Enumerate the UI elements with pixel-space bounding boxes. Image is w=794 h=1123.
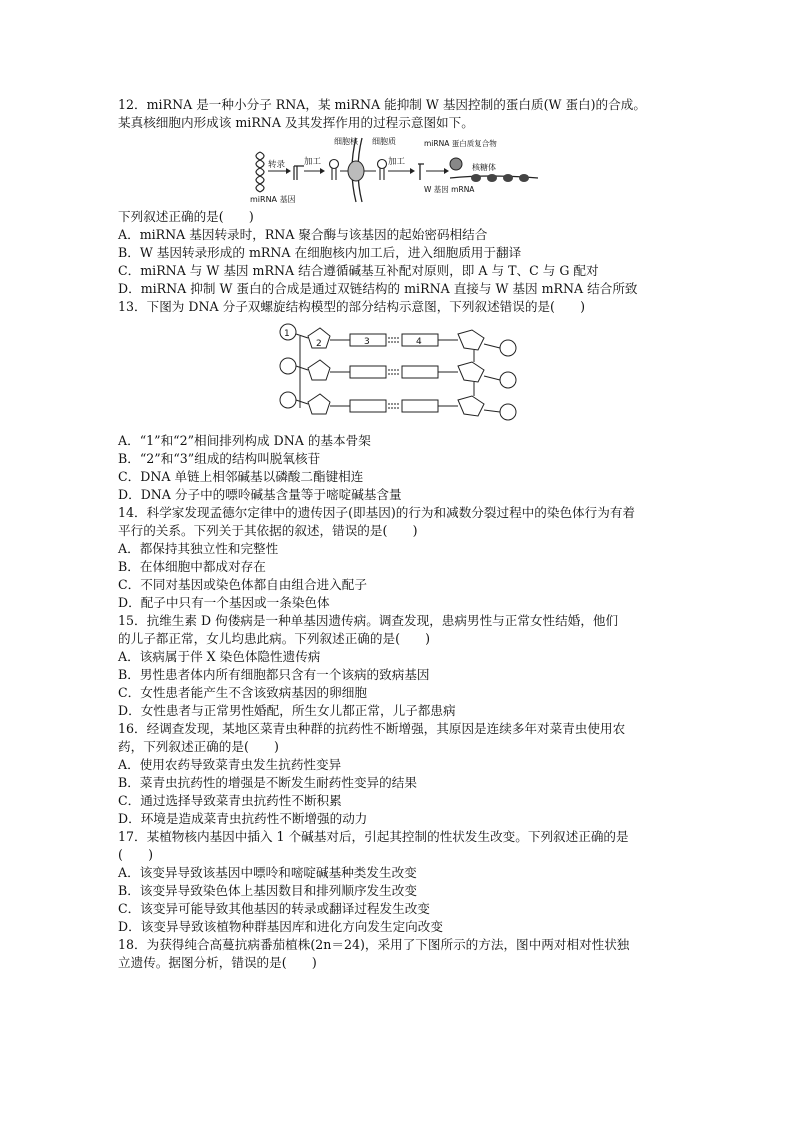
q15-stem-line-1: 15．抗维生素 D 佝偻病是一种单基因遗传病。调查发现，患病男性与正常女性结婚，他们	[118, 613, 619, 628]
q18-stem-line-2: 立遗传。据图分析，错误的是( )	[118, 955, 317, 970]
q17-option-c: C．该变异可能导致其他基因的转录或翻译过程发生改变	[118, 901, 430, 916]
fig-processing2-label: 加工	[388, 157, 406, 167]
q18-stem-line-1: 18．为获得纯合高蔓抗病番茄植株(2n＝24)，采用了下图所示的方法，图中两对相对性状独	[118, 937, 630, 952]
q15-option-d: D．女性患者与正常男性婚配，所生女儿都正常，儿子都患病	[118, 703, 456, 718]
q14-option-b: B．在体细胞中都成对存在	[118, 559, 266, 574]
fig-label-1: 1	[284, 329, 290, 339]
q12-option-d: D．miRNA 抑制 W 蛋白的合成是通过双链结构的 miRNA 直接与 W 基因 mRNA 结合所致	[118, 281, 638, 296]
fig-nucleus-label: 细胞核	[334, 137, 358, 146]
q12-option-b: B．W 基因转录形成的 mRNA 在细胞核内加工后，进入细胞质用于翻译	[118, 245, 522, 260]
q14-option-c: C．不同对基因或染色体都自由组合进入配子	[118, 577, 367, 592]
fig-label-2: 2	[316, 339, 322, 349]
fig-cytoplasm-label: 细胞质	[372, 137, 396, 146]
q16-option-c: C．通过选择导致菜青虫抗药性不断积累	[118, 793, 342, 808]
fig-ribosome-label: 核糖体	[472, 163, 496, 172]
fig-processing1-label: 加工	[304, 157, 322, 167]
fig-mirna-gene-label: miRNA 基因	[250, 195, 296, 204]
fig-label-3: 3	[364, 337, 370, 347]
fig-w-mrna-label: W 基因 mRNA	[424, 185, 475, 194]
q15-option-b: B．男性患者体内所有细胞都只含有一个该病的致病基因	[118, 667, 430, 682]
q15-option-c: C．女性患者能产生不含该致病基因的卵细胞	[118, 685, 367, 700]
q12-stem-line-2: 某真核细胞内形成该 miRNA 及其发挥作用的过程示意图如下。	[118, 115, 474, 130]
q14-stem-line-2: 平行的关系。下列关于其依据的叙述，错误的是( )	[118, 523, 418, 538]
q17-stem-line-1: 17．某植物核内基因中插入 1 个碱基对后，引起其控制的性状发生改变。下列叙述正确的是	[118, 829, 629, 844]
q15-option-a: A．该病属于伴 X 染色体隐性遗传病	[118, 649, 321, 664]
q14-option-d: D．配子中只有一个基因或一条染色体	[118, 595, 330, 610]
q17-stem-line-2: ( )	[118, 847, 154, 862]
q16-option-b: B．菜青虫抗药性的增强是不断发生耐药性变异的结果	[118, 775, 417, 790]
q17-option-a: A．该变异导致该基因中嘌呤和嘧啶碱基种类发生改变	[118, 865, 417, 880]
q13-dna-figure	[278, 320, 523, 424]
q12-option-a: A．miRNA 基因转录时，RNA 聚合酶与该基因的起始密码相结合	[118, 227, 488, 242]
q12-stem-line-1: 12．miRNA 是一种小分子 RNA，某 miRNA 能抑制 W 基因控制的蛋白质(W 蛋白)的合成。	[118, 97, 646, 112]
q13-option-b: B．“2”和“3”组成的结构叫脱氧核苷	[118, 451, 321, 466]
q17-option-d: D．该变异导致该植物种群基因库和进化方向发生定向改变	[118, 919, 443, 934]
q15-stem-line-2: 的儿子都正常，女儿均患此病。下列叙述正确的是( )	[118, 631, 431, 646]
q16-option-d: D．环境是造成菜青虫抗药性不断增强的动力	[118, 811, 368, 826]
q16-stem-line-1: 16．经调查发现，某地区菜青虫种群的抗药性不断增强，其原因是连续多年对菜青虫使用农	[118, 721, 626, 736]
q13-option-d: D．DNA 分子中的嘌呤碱基含量等于嘧啶碱基含量	[118, 487, 402, 502]
q12-mirna-figure	[248, 134, 548, 206]
fig-complex-label: miRNA 蛋白质复合物	[424, 139, 497, 148]
q17-option-b: B．该变异导致染色体上基因数目和排列顺序发生改变	[118, 883, 417, 898]
q16-option-a: A．使用农药导致菜青虫发生抗药性变异	[118, 757, 342, 772]
fig-label-4: 4	[416, 337, 422, 347]
q13-option-a: A．“1”和“2”相间排列构成 DNA 的基本骨架	[118, 433, 371, 448]
q16-stem-line-2: 药，下列叙述正确的是( )	[118, 739, 279, 754]
fig-transcription-label: 转录	[268, 160, 286, 170]
q14-stem-line-1: 14．科学家发现孟德尔定律中的遗传因子(即基因)的行为和减数分裂过程中的染色体行为有着	[118, 505, 636, 520]
q12-question: 下列叙述正确的是( )	[118, 209, 254, 224]
q13-option-c: C．DNA 单链上相邻碱基以磷酸二酯键相连	[118, 469, 364, 484]
q13-stem: 13．下图为 DNA 分子双螺旋结构模型的部分结构示意图，下列叙述错误的是( )	[118, 299, 586, 314]
q12-option-c: C．miRNA 与 W 基因 mRNA 结合遵循碱基互补配对原则，即 A 与 T、C 与 G 配对	[118, 263, 599, 278]
q14-option-a: A．都保持其独立性和完整性	[118, 541, 279, 556]
